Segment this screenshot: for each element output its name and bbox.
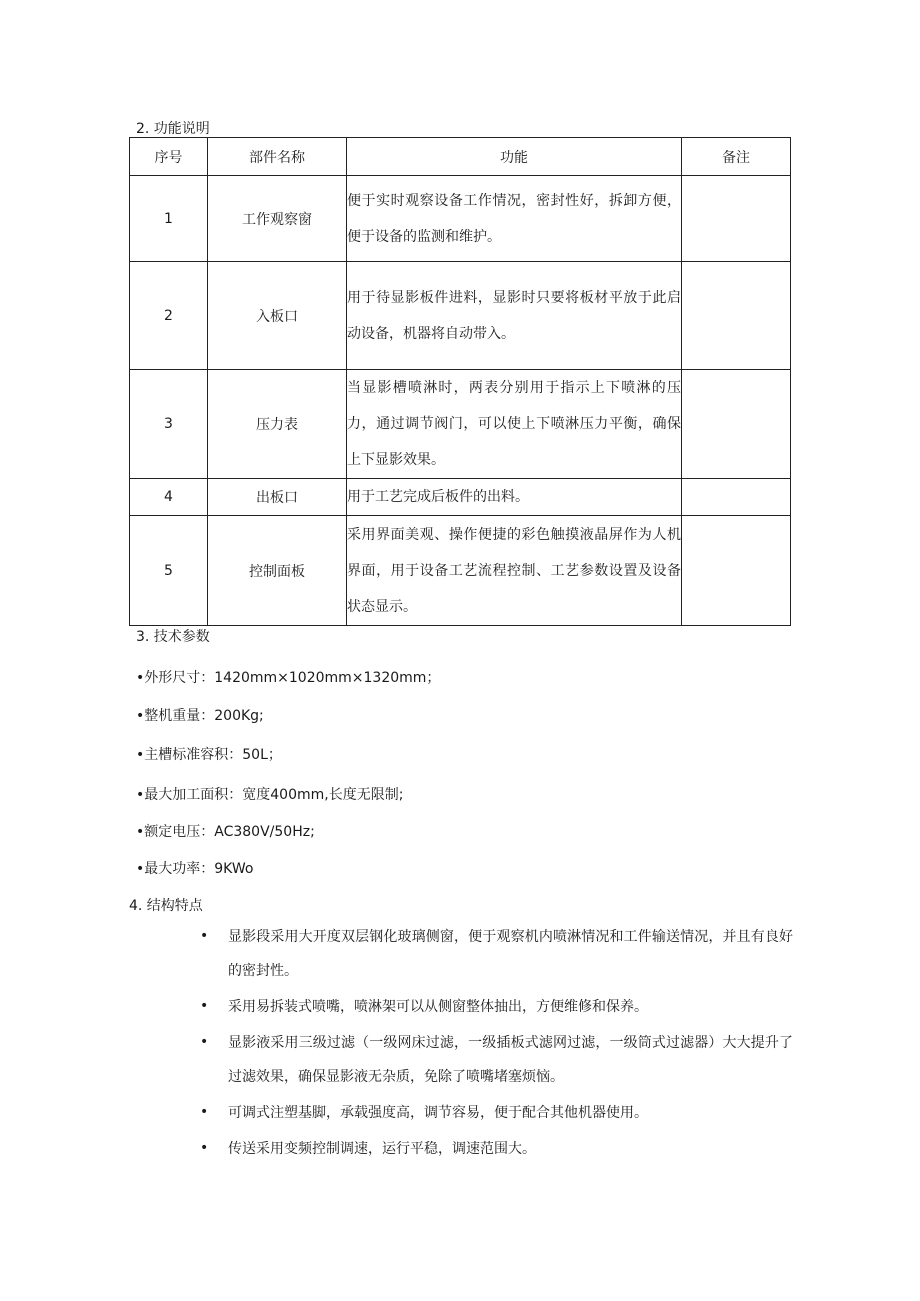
bullet-icon: • [200,1104,209,1120]
table-row [130,262,791,370]
row-no: 4 [130,479,208,516]
table-row [130,176,791,262]
row-function: 当显影槽喷淋时，两表分别用于指示上下喷淋的压力，通过调节阀门，可以使上下喷淋压力平衡，确保上下显影效果。 [347,370,682,479]
table-row [130,516,791,626]
section-4-title: 4. 结构特点 [129,898,203,914]
row-name: 压力表 [208,370,347,479]
row-no: 5 [130,516,208,626]
row-note [682,370,791,479]
param-power: •最大功率：9KWo [136,861,254,877]
row-name: 出板口 [208,479,347,516]
row-name: 入板口 [208,262,347,370]
param-voltage: •额定电压：AC380V/50Hz; [136,824,315,840]
row-name: 工作观察窗 [208,176,347,262]
feature-item: 显影液采用三级过滤（一级网床过滤，一级插板式滤网过滤，一级筒式过滤器）大大提升了过滤效果，确保显影液无杂质，免除了喷嘴堵塞烦恼。 [228,1035,793,1085]
table-row [130,370,791,479]
row-note [682,176,791,262]
row-note [682,516,791,626]
param-dimensions: •外形尺寸：1420mm×1020mm×1320mm； [136,670,441,686]
function-table [129,137,791,626]
header-no: 序号 [130,138,208,176]
row-no: 1 [130,176,208,262]
header-note: 备注 [682,138,791,176]
row-no: 3 [130,370,208,479]
row-function: 采用界面美观、操作便捷的彩色触摸液晶屏作为人机界面，用于设备工艺流程控制、工艺参数设置及设备状态显示。 [347,516,682,626]
bullet-icon: • [200,1140,209,1156]
row-no: 2 [130,262,208,370]
row-function: 用于工艺完成后板件的出料。 [347,479,682,516]
feature-item: 采用易拆装式喷嘴，喷淋架可以从侧窗整体抽出，方便维修和保养。 [228,999,648,1015]
row-function: 便于实时观察设备工作情况，密封性好，拆卸方便，便于设备的监测和维护。 [347,176,682,262]
section-2-title: 2. 功能说明 [136,121,210,137]
feature-item: 显影段采用大开度双层钢化玻璃侧窗，便于观察机内喷淋情况和工件输送情况，并且有良好的密封性。 [228,929,793,979]
bullet-icon: • [200,928,209,944]
feature-item: 可调式注塑基脚，承载强度高，调节容易，便于配合其他机器使用。 [228,1105,648,1121]
table-row [130,479,791,516]
table-header-row [130,138,791,176]
row-note [682,479,791,516]
header-function: 功能 [347,138,682,176]
row-name: 控制面板 [208,516,347,626]
param-max-area: •最大加工面积：宽度400mm,长度无限制; [136,787,404,803]
bullet-icon: • [200,998,209,1014]
row-note [682,262,791,370]
header-name: 部件名称 [208,138,347,176]
bullet-icon: • [200,1034,209,1050]
row-function: 用于待显影板件进料，显影时只要将板材平放于此启动设备，机器将自动带入。 [347,262,682,370]
section-3-title: 3. 技术参数 [136,629,210,645]
param-weight: •整机重量：200Kg; [136,708,264,724]
param-tank-volume: •主槽标准容积：50L； [136,747,282,763]
feature-item: 传送采用变频控制调速，运行平稳，调速范围大。 [228,1141,536,1157]
